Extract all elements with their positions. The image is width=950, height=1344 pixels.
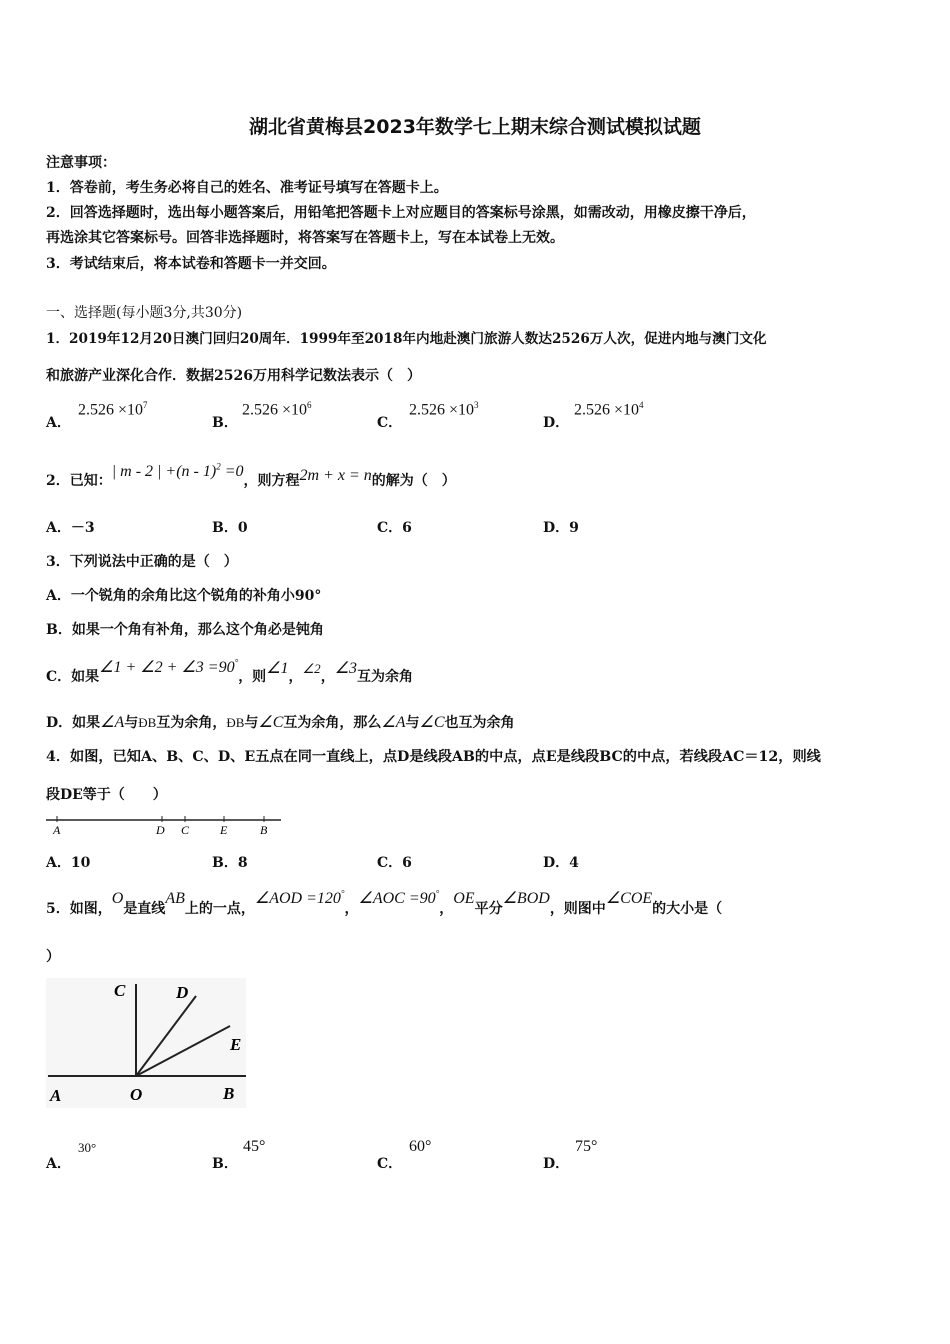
q4-option-c: C．6 [377,855,412,871]
question-2-stem: 2．已知：| m - 2 | +(n - 1)$^2$ =0，则方程2m + x = n的解为（ ） [46,461,456,489]
q2-option-c: C．6 [377,520,412,536]
fig-label-o: O [130,1085,143,1104]
q2-equation: 2m + x = n [299,467,372,484]
note-2-line2: 再选涂其它答案标号。回答非选择题时，将答案写在答题卡上，写在本试卷上无效。 [46,230,564,246]
point-d-label: D [156,823,165,837]
q1-option-d-value: $2.526 \times 10^4$ [574,400,644,419]
point-c-label: C [181,823,190,837]
figure-background [46,978,246,1108]
point-e-label: E [220,823,228,837]
q1-option-a-value: $2.526 \times 10^7$ [78,400,148,419]
q1-option-d-label: D． [543,415,570,431]
q5-option-b-value: 45° [243,1138,266,1155]
q3-option-c: C．如果∠1 + ∠2 + ∠3 =90°，则∠1，∠2，∠3互为余角 [46,657,414,685]
q3-option-b: B．如果一个角有补角，那么这个角必是钝角 [46,622,324,638]
fig-label-d: D [176,983,189,1002]
q5-option-d-value: 75° [575,1138,598,1155]
q3-option-d: D．如果∠A与ÐB互为余角，ÐB与∠C互为余角，那么∠A与∠C也互为余角 [46,714,515,731]
line-segment-figure [44,812,284,840]
page-title: 湖北省黄梅县2023年数学七上期末综合测试模拟试题 [249,116,701,138]
q5-option-d-label: D． [543,1156,570,1172]
question-3-stem: 3．下列说法中正确的是（ ） [46,554,238,570]
fig-label-e: E [230,1035,242,1054]
q1-option-b-value: $2.526 \times 10^6$ [242,400,312,419]
q2-option-a: A．－3 [46,520,95,536]
q5-angle-aod: ∠AOD =120° [254,888,345,907]
fig-label-a: A [50,1086,62,1105]
note-2-line1: 2．回答选择题时，选出每小题答案后，用铅笔把答题卡上对应题目的答案标号涂黑，如需改动，用橡皮擦干净后， [46,205,756,221]
q5-angle-aoc: ∠AOC =90° [358,888,440,907]
q4-option-b: B．8 [212,855,248,871]
question-1-line2: 和旅游产业深化合作．数据2526万用科学记数法表示（ ） [46,368,421,384]
q5-option-c-value: 60° [409,1138,432,1155]
q5-option-a-value: 30° [78,1140,97,1155]
q3-option-a: A．一个锐角的余角比这个锐角的补角小90° [46,588,322,604]
notes-heading: 注意事项： [46,155,116,171]
q5-option-c-label: C． [377,1156,403,1172]
question-5-close: ） [46,949,60,965]
q2-option-d: D．9 [543,520,579,536]
q4-option-d: D．4 [543,855,579,871]
question-4-line1: 4．如图，已知A、B、C、D、E五点在同一直线上，点D是线段AB的中点，点E是线段BC的中点，若线段AC＝12，则线 [46,749,821,765]
q5-option-b-label: B． [212,1156,238,1172]
q1-option-c-value: $2.526 \times 10^3$ [409,400,479,419]
q5-option-a-label: A． [46,1156,71,1172]
angle-figure [46,978,246,1108]
point-a-label: A [53,823,61,837]
q1-option-b-label: B． [212,415,238,431]
q4-option-a: A．10 [46,855,91,871]
question-1-line1: 1．2019年12月20日澳门回归20周年．1999年至2018年内地赴澳门旅游人数达2526万人次，促进内地与澳门文化 [46,331,767,347]
q2-condition-expression: | m - 2 | +(n - 1)$^2$ =0 [111,461,244,480]
point-b-label: B [260,823,268,837]
q3-c-expression: ∠1 + ∠2 + ∠3 =90° [99,657,239,676]
fig-label-c: C [114,981,126,1000]
fig-label-b: B [223,1084,235,1103]
q2-option-b: B．0 [212,520,248,536]
section-heading: 一、选择题(每小题3分,共30分) [46,305,243,321]
q1-option-a-label: A． [46,415,71,431]
q1-option-c-label: C． [377,415,403,431]
question-4-line2: 段DE等于（ ） [46,787,167,803]
note-1: 1．答卷前，考生务必将自己的姓名、准考证号填写在答题卡上。 [46,180,448,196]
question-5-stem: 5．如图，O是直线AB上的一点，∠AOD =120°，∠AOC =90°，OE平分∠BOD，则图中∠COE的大小是（ [46,888,723,917]
note-3: 3．考试结束后，将本试卷和答题卡一并交回。 [46,256,336,272]
